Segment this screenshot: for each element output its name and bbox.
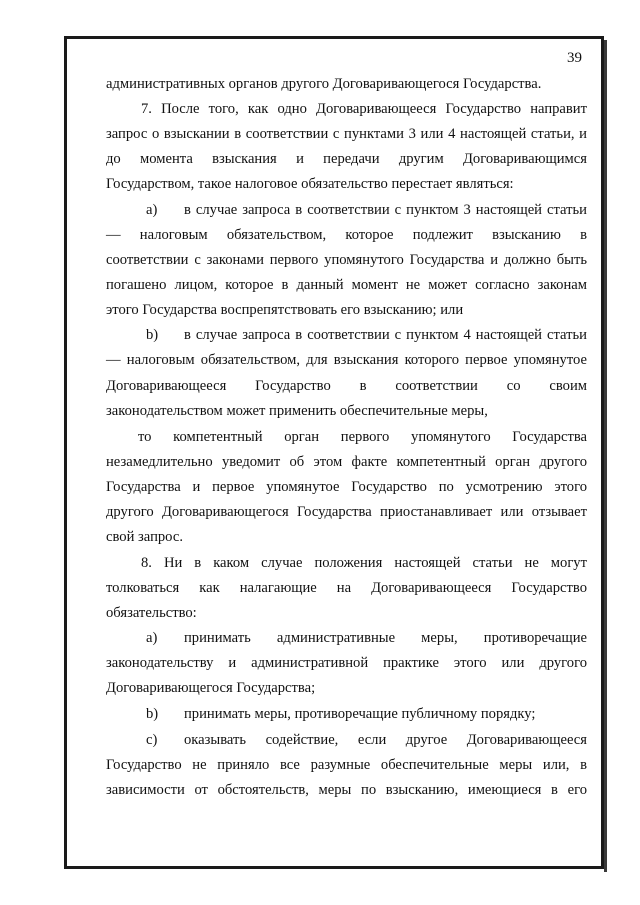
text-line: — налоговым обязательством, для взыскания которого первое упомянутое: [106, 352, 587, 368]
paragraph-7-start: 7. После того, как одно Договаривающееся Государство направит: [141, 101, 587, 117]
text-line: — налоговым обязательством, которое подлежит взысканию в: [106, 227, 587, 243]
page-border-shadow: [604, 40, 607, 872]
list-marker-b: b): [146, 327, 159, 343]
text-line: свой запрос.: [106, 529, 183, 545]
text-line: запрос о взыскании в соответствии с пунктами 3 или 4 настоящей статьи, и: [106, 126, 587, 142]
list-item-b-text: в случае запроса в соответствии с пунктом 4 настоящей статьи: [184, 327, 587, 343]
list-item-a-text: в случае запроса в соответствии с пунктом 3 настоящей статьи: [184, 202, 587, 218]
list-marker-a: a): [146, 202, 158, 218]
list-item-a-text: принимать административные меры, противоречащие: [184, 630, 587, 646]
text-line: толковаться как налагающие на Договаривающееся Государство: [106, 580, 587, 596]
text-line: административных органов другого Договаривающегося Государства.: [106, 76, 542, 92]
text-line: зависимости от обстоятельств, меры по взысканию, имеющиеся в его: [106, 782, 587, 798]
text-line: Договаривающееся Государство в соответствии со своим: [106, 378, 587, 394]
list-marker-b: b): [146, 706, 159, 722]
text-line: незамедлительно уведомит об этом факте компетентный орган другого: [106, 454, 587, 470]
text-line: соответствии с законами первого упомянутого Государства и должно быть: [106, 252, 587, 268]
text-line: Государство не приняло все разумные обеспечительные меры или, в: [106, 757, 587, 773]
text-line: то компетентный орган первого упомянутого Государства: [138, 429, 587, 445]
text-line: этого Государства воспрепятствовать его взысканию; или: [106, 302, 464, 318]
text-line: законодательству и административной практике этого или другого: [106, 655, 587, 671]
text-line: законодательством может применить обеспечительные меры,: [106, 403, 488, 419]
list-item-b-text: принимать меры, противоречащие публичному порядку;: [184, 706, 536, 722]
text-line: обязательство:: [106, 605, 197, 621]
text-line: до момента взыскания и передачи другим Договаривающимся: [106, 151, 587, 167]
list-marker-c: c): [146, 732, 158, 748]
page-number: 39: [567, 50, 582, 66]
text-line: погашено лицом, которое в данный момент не может согласно законам: [106, 277, 587, 293]
list-item-c-text: оказывать содействие, если другое Договаривающееся: [184, 732, 587, 748]
text-line: другого Договаривающегося Государства приостанавливает или отзывает: [106, 504, 587, 520]
list-marker-a: а): [146, 630, 158, 646]
text-line: Договаривающегося Государства;: [106, 680, 316, 696]
text-line: Государства и первое упомянутое Государство по усмотрению этого: [106, 479, 587, 495]
paragraph-8-start: 8. Ни в каком случае положения настоящей статьи не могут: [141, 555, 587, 571]
text-line: Государством, такое налоговое обязательство перестает являться:: [106, 176, 514, 192]
